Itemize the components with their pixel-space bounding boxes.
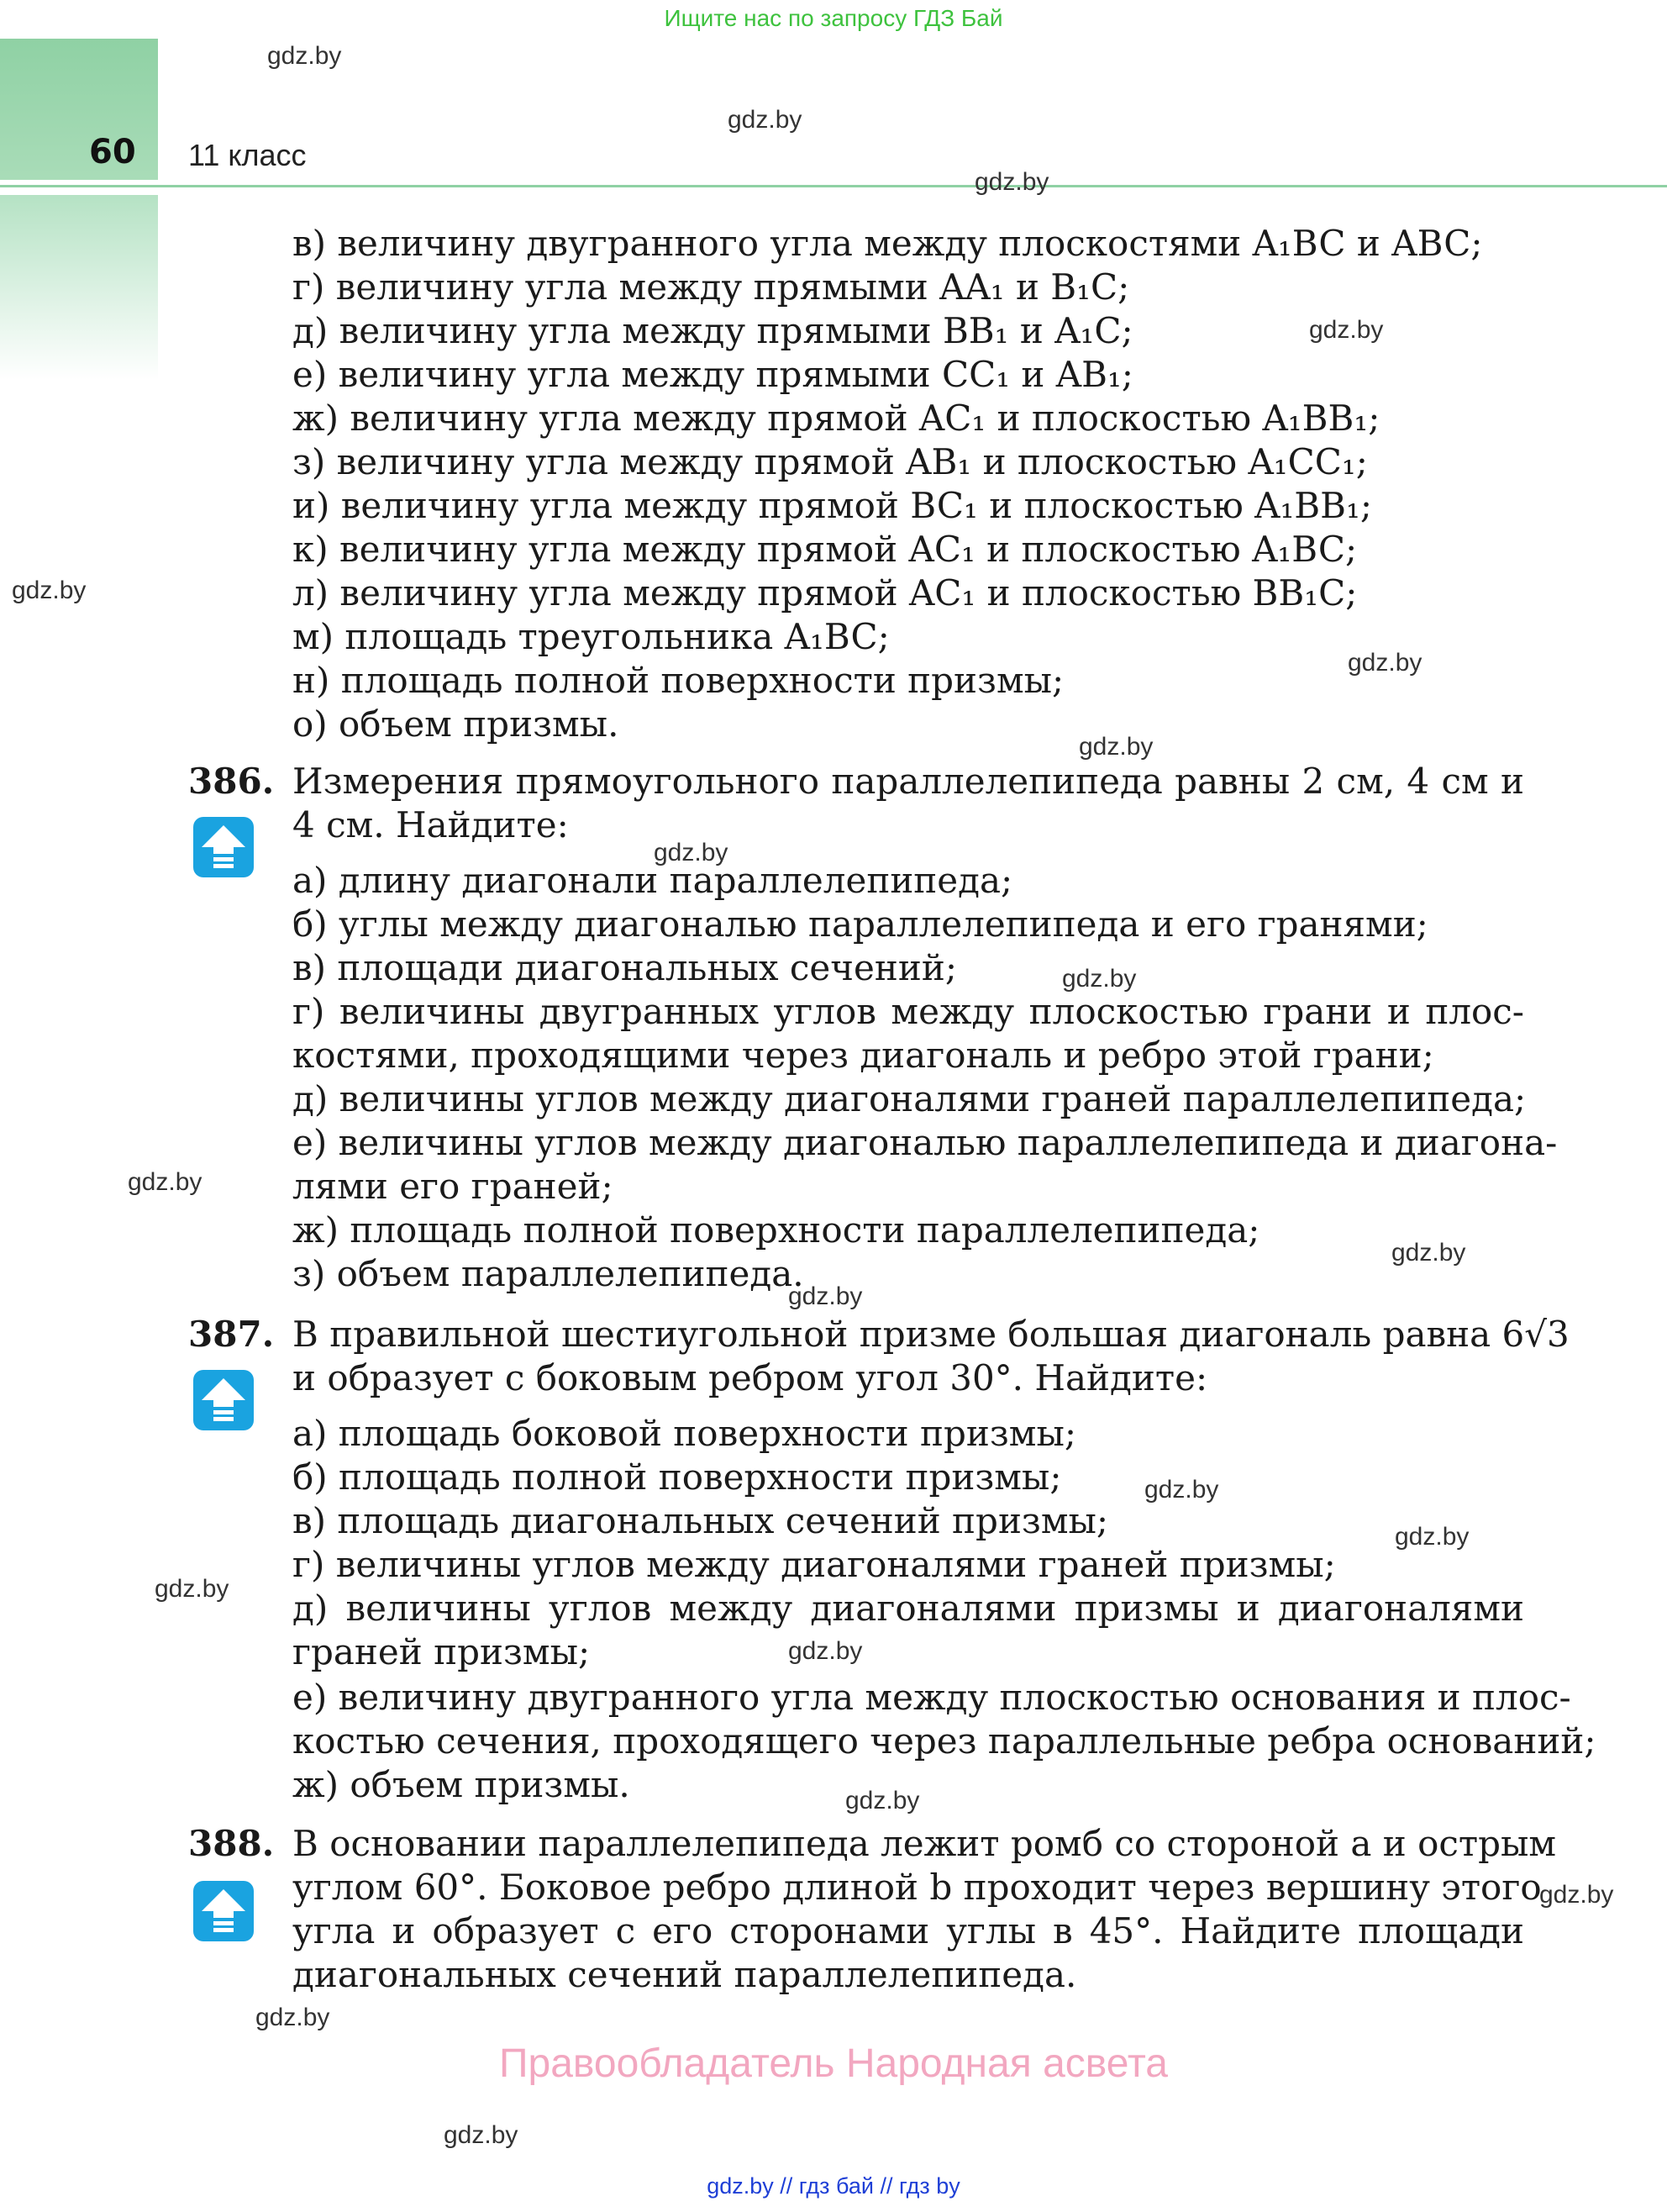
watermark: gdz.by: [788, 1637, 863, 1665]
arrow-up-icon: [192, 815, 255, 879]
problem-number: 386.: [188, 761, 275, 802]
problem-item: г) величину угла между прямыми AA₁ и B₁C;: [292, 266, 1130, 308]
watermark: gdz.by: [155, 1575, 229, 1603]
problem-item: о) объем призмы.: [292, 703, 619, 745]
copyright: Правообладатель Народная асвета: [499, 2041, 1168, 2086]
grade-label: 11 класс: [188, 138, 307, 172]
arrow-up-icon: [192, 1368, 255, 1432]
watermark: gdz.by: [1539, 1881, 1614, 1909]
problem-text: В правильной шестиугольной призме большая диагональ равна 6√3: [292, 1314, 1570, 1355]
problem-number: 388.: [188, 1823, 275, 1864]
watermark: gdz.by: [654, 839, 728, 866]
problem-item: а) площадь боковой поверхности призмы;: [292, 1413, 1077, 1454]
header-divider: [0, 185, 1667, 187]
problem-text: диагональных сечений параллелепипеда.: [292, 1954, 1077, 1995]
problem-item: и) величину угла между прямой BC₁ и плоскостью A₁BB₁;: [292, 485, 1373, 526]
watermark: gdz.by: [267, 42, 342, 70]
watermark: gdz.by: [255, 2004, 330, 2031]
watermark: gdz.by: [1395, 1523, 1470, 1551]
problem-item: м) площадь треугольника A₁BC;: [292, 616, 890, 657]
problem-item: костью сечения, проходящего через параллельные ребра оснований;: [292, 1720, 1596, 1762]
watermark: gdz.by: [975, 168, 1049, 196]
watermark: gdz.by: [12, 577, 87, 604]
problem-item: л) величину угла между прямой AC₁ и плоскостью BB₁C;: [292, 572, 1358, 614]
problem-item: г) величины двугранных углов между плоскостью грани и плос-: [292, 991, 1524, 1032]
problem-item: лями его граней;: [292, 1166, 613, 1207]
problem-item: е) величину двугранного угла между плоскостью основания и плос-: [292, 1677, 1571, 1718]
problem-text: 4 см. Найдите:: [292, 804, 569, 845]
problem-item: к) величину угла между прямой AC₁ и плоскостью A₁BC;: [292, 529, 1358, 570]
problem-item: з) величину угла между прямой AB₁ и плоскостью A₁CC₁;: [292, 441, 1368, 482]
arrow-up-icon: [192, 1879, 255, 1943]
watermark: gdz.by: [845, 1787, 920, 1814]
watermark: gdz.by: [1144, 1476, 1219, 1504]
problem-item: граней призмы;: [292, 1631, 591, 1672]
watermark: gdz.by: [128, 1168, 202, 1196]
watermark: gdz.by: [1348, 649, 1422, 677]
watermark: gdz.by: [788, 1282, 863, 1310]
watermark: gdz.by: [1391, 1239, 1466, 1267]
problem-item: б) площадь полной поверхности призмы;: [292, 1456, 1062, 1498]
margin-decoration: [0, 195, 158, 380]
problem-text: углом 60°. Боковое ребро длиной b проходит через вершину этого: [292, 1867, 1542, 1908]
problem-item: з) объем параллелепипеда.: [292, 1253, 804, 1294]
problem-item: д) величины углов между диагоналями призмы и диагоналями: [292, 1588, 1524, 1629]
problem-item: ж) объем призмы.: [292, 1764, 630, 1805]
watermark: gdz.by: [728, 106, 802, 134]
problem-item: е) величины углов между диагональю параллелепипеда и диагона-: [292, 1122, 1558, 1163]
problem-item: в) величину двугранного угла между плоскостями A₁BC и ABC;: [292, 223, 1483, 264]
watermark: gdz.by: [1062, 965, 1137, 993]
problem-item: д) величину угла между прямыми BB₁ и A₁C;: [292, 310, 1133, 351]
problem-text: и образует с боковым ребром угол 30°. Найдите:: [292, 1357, 1208, 1398]
problem-item: в) площади диагональных сечений;: [292, 947, 957, 988]
page-number: 60: [89, 133, 136, 171]
problem-item: костями, проходящими через диагональ и ребро этой грани;: [292, 1035, 1434, 1076]
problem-item: д) величины углов между диагоналями граней параллелепипеда;: [292, 1078, 1527, 1119]
problem-item: б) углы между диагональю параллелепипеда и его гранями;: [292, 903, 1428, 945]
watermark: gdz.by: [1079, 733, 1154, 761]
problem-item: г) величины углов между диагоналями граней призмы;: [292, 1544, 1336, 1585]
problem-item: е) величину угла между прямыми CC₁ и AB₁;: [292, 354, 1133, 395]
problem-item: ж) величину угла между прямой AC₁ и плоскостью A₁BB₁;: [292, 398, 1380, 439]
footer-links[interactable]: gdz.by // гдз бай // гдз by: [707, 2173, 960, 2199]
problem-item: в) площадь диагональных сечений призмы;: [292, 1500, 1109, 1541]
problem-item: н) площадь полной поверхности призмы;: [292, 660, 1065, 701]
problem-number: 387.: [188, 1314, 275, 1355]
problem-item: а) длину диагонали параллелепипеда;: [292, 860, 1013, 901]
watermark: gdz.by: [1309, 316, 1384, 344]
watermark: gdz.by: [444, 2121, 518, 2149]
problem-text: В основании параллелепипеда лежит ромб со стороной a и острым: [292, 1823, 1557, 1864]
problem-item: ж) площадь полной поверхности параллелепипеда;: [292, 1209, 1260, 1251]
problem-text: Измерения прямоугольного параллелепипеда равны 2 см, 4 см и: [292, 761, 1524, 802]
problem-text: угла и образует с его сторонами углы в 45°. Найдите площади: [292, 1910, 1524, 1951]
top-banner: Ищите нас по запросу ГДЗ Бай: [664, 5, 1003, 31]
